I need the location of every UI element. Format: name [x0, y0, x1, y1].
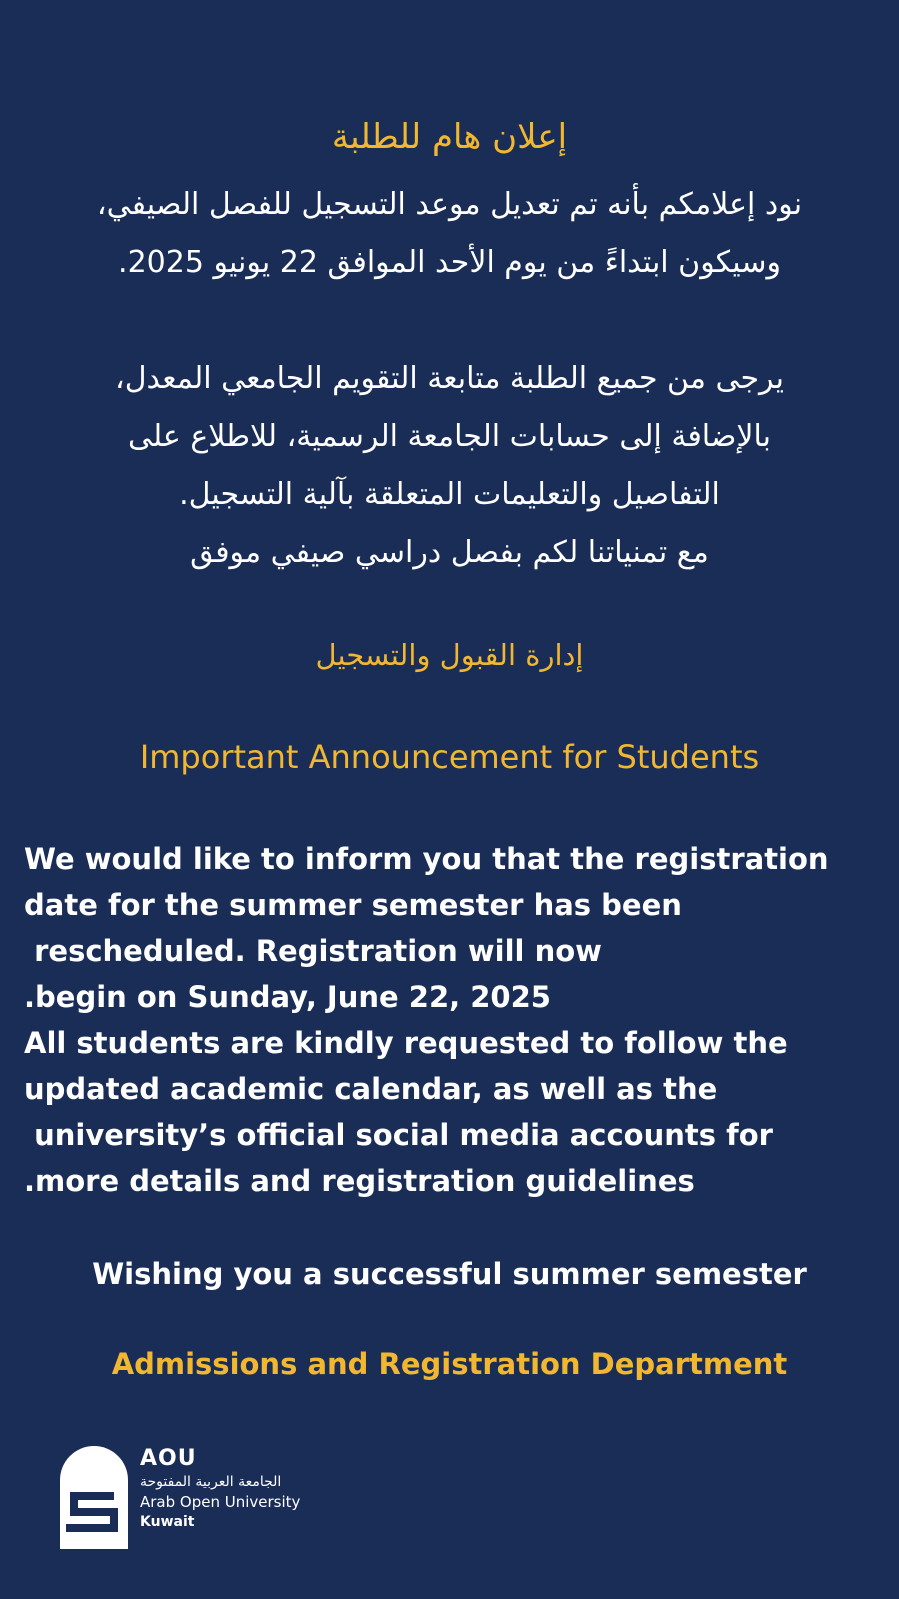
arabic-p2-line: مع تمنياتنا لكم بفصل دراسي صيفي موفق	[190, 535, 709, 570]
arabic-p2-line: يرجى من جميع الطلبة متابعة التقويم الجامعي المعدل،	[115, 361, 784, 396]
arabic-title: إعلان هام للطلبة	[331, 117, 568, 157]
logo-text	[140, 1446, 300, 1532]
english-body-line: .begin on Sunday, June 22, 2025	[24, 980, 551, 1014]
english-title: Important Announcement for Students	[139, 738, 760, 776]
english-department: Admissions and Registration Department	[111, 1347, 788, 1381]
aou-arch-logo-icon	[60, 1446, 128, 1549]
logo-name-arabic: الجامعة العربية المفتوحة	[140, 1474, 282, 1490]
arabic-department: إدارة القبول والتسجيل	[315, 638, 584, 672]
english-body-line: university’s official social media accounts for	[24, 1118, 773, 1152]
english-wish: Wishing you a successful summer semester	[92, 1257, 807, 1291]
arabic-p2-line: التفاصيل والتعليمات المتعلقة بآلية التسجيل.	[179, 477, 720, 512]
english-body-line: .more details and registration guidelines	[24, 1164, 695, 1198]
arabic-paragraph-1	[0, 176, 899, 292]
english-body-line: We would like to inform you that the registration	[24, 842, 829, 876]
logo-country: Kuwait	[140, 1514, 195, 1530]
arabic-paragraph-2	[0, 350, 899, 582]
english-body-line: rescheduled. Registration will now	[24, 934, 602, 968]
logo-abbr: AOU	[140, 1446, 197, 1471]
english-body-line: updated academic calendar, as well as the	[24, 1072, 718, 1106]
aou-logo	[60, 1446, 360, 1551]
logo-name-english: Arab Open University	[140, 1493, 301, 1511]
english-body-line: All students are kindly requested to follow the	[24, 1026, 788, 1060]
english-body-line: date for the summer semester has been	[24, 888, 682, 922]
arabic-p1-line: وسيكون ابتداءً من يوم الأحد الموافق 22 يونيو 2025.	[118, 245, 781, 280]
arabic-p2-line: بالإضافة إلى حسابات الجامعة الرسمية، للاطلاع على	[127, 419, 771, 454]
english-body	[24, 836, 884, 1204]
arabic-p1-line: نود إعلامكم بأنه تم تعديل موعد التسجيل للفصل الصيفي،	[96, 187, 803, 222]
